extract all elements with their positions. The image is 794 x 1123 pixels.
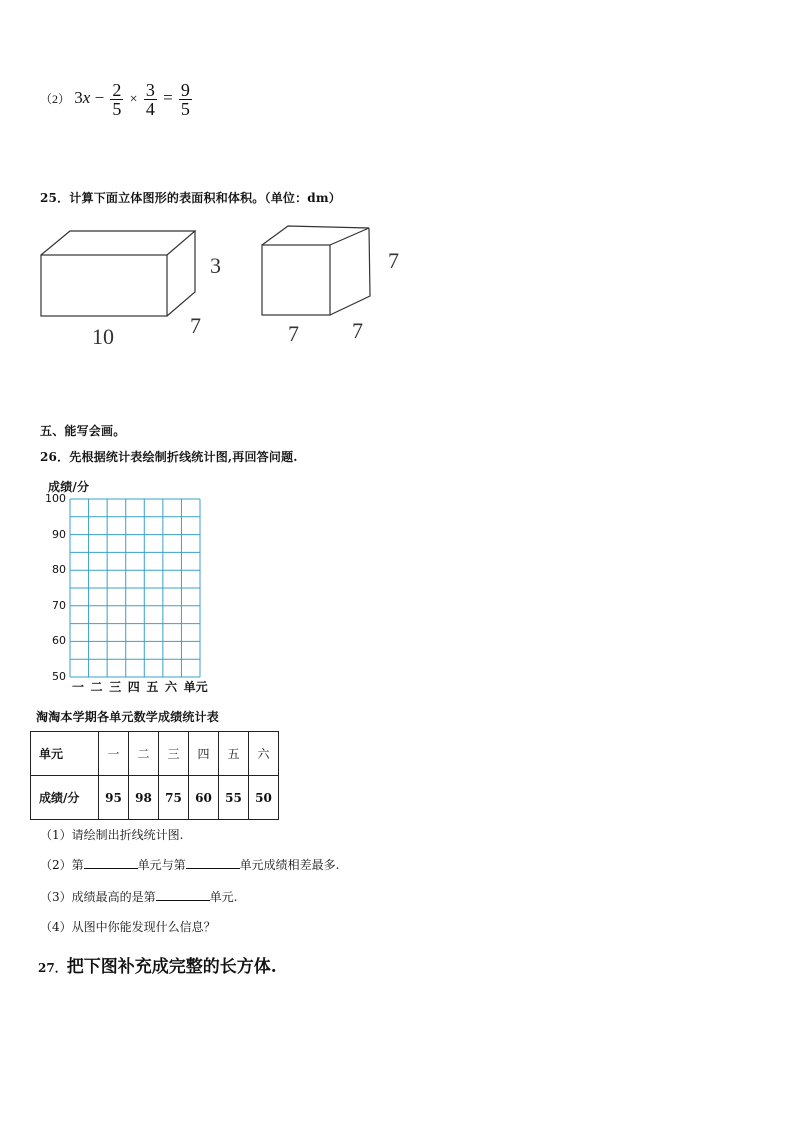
x-tick-label: 四 bbox=[127, 680, 140, 694]
x-tick-label: 五 bbox=[146, 680, 159, 694]
cuboid-front-face bbox=[41, 255, 167, 316]
y-tick-label: 80 bbox=[52, 563, 66, 577]
equation-coef: 3 bbox=[74, 88, 83, 107]
score-table bbox=[30, 731, 279, 820]
equation-line bbox=[40, 76, 194, 120]
cuboid-height-label: 3 bbox=[210, 253, 221, 278]
table-header-label: 单元 bbox=[31, 732, 99, 776]
chart-y-title: 成绩/分 bbox=[48, 480, 90, 494]
score-cell: 60 bbox=[189, 776, 219, 820]
y-tick-label: 50 bbox=[52, 670, 66, 683]
score-cell: 50 bbox=[249, 776, 279, 820]
score-cell: 98 bbox=[129, 776, 159, 820]
table-row-label: 成绩/分 bbox=[31, 776, 99, 820]
x-tick-label: 六 bbox=[165, 680, 178, 694]
x-tick-label: 二 bbox=[90, 680, 103, 694]
sub-question-1: （1）请绘制出折线统计图. bbox=[40, 828, 184, 842]
y-tick-label: 100 bbox=[45, 492, 66, 505]
sub-question-2: （2）第 单元与第 单元成绩相差最多. bbox=[40, 858, 340, 872]
cuboid-top-face bbox=[41, 231, 195, 255]
x-tick-label: 一 bbox=[72, 680, 85, 694]
unit-cell: 六 bbox=[249, 732, 279, 776]
y-tick-label: 70 bbox=[52, 598, 66, 612]
cuboid-width-label: 7 bbox=[190, 313, 201, 338]
equation-label: （2） bbox=[40, 92, 71, 106]
equals-sign: = bbox=[163, 88, 173, 107]
cube-bottom-left-label: 7 bbox=[288, 321, 299, 346]
question-27-text: 把下图补充成完整的长方体. bbox=[66, 957, 277, 977]
unit-cell: 五 bbox=[219, 732, 249, 776]
table-row bbox=[31, 776, 279, 820]
cube-front-face bbox=[262, 245, 330, 315]
minus-sign: − bbox=[94, 88, 105, 107]
answer-blank[interactable] bbox=[186, 857, 240, 869]
cube-side-label: 7 bbox=[388, 248, 399, 273]
score-cell: 95 bbox=[99, 776, 129, 820]
cuboid-length-label: 10 bbox=[92, 324, 114, 349]
cuboid-figure bbox=[38, 228, 248, 338]
score-cell: 55 bbox=[219, 776, 249, 820]
fraction-2-5: $\frac{2}{5}$ bbox=[112, 79, 122, 119]
y-axis-ticks bbox=[36, 494, 66, 682]
answer-blank[interactable] bbox=[156, 889, 210, 901]
question-27 bbox=[38, 952, 277, 977]
question-25: 25．计算下面立体图形的表面积和体积。（单位：dm） bbox=[40, 191, 341, 205]
cube-top-face bbox=[262, 226, 369, 245]
sub-question-4: （4）从图中你能发现什么信息？ bbox=[40, 920, 216, 934]
times-sign: × bbox=[129, 92, 138, 107]
equation-var: x bbox=[82, 88, 91, 107]
x-axis-categories bbox=[72, 678, 232, 694]
table-title: 淘淘本学期各单元数学成绩统计表 bbox=[36, 710, 220, 724]
table-row bbox=[31, 732, 279, 776]
fraction-9-5: $\frac{9}{5}$ bbox=[180, 79, 190, 119]
x-tick-label: 三 bbox=[109, 680, 122, 694]
cube-side-face bbox=[330, 228, 370, 315]
cube-figure bbox=[258, 224, 378, 324]
section-5-title: 五、能写会画。 bbox=[40, 424, 126, 438]
cube-bottom-right-label: 7 bbox=[352, 318, 363, 343]
answer-blank[interactable] bbox=[84, 857, 138, 869]
unit-cell: 一 bbox=[99, 732, 129, 776]
sub-question-3: （3）成绩最高的是第 单元. bbox=[40, 890, 238, 904]
unit-cell: 二 bbox=[129, 732, 159, 776]
unit-cell: 三 bbox=[159, 732, 189, 776]
unit-cell: 四 bbox=[189, 732, 219, 776]
question-26: 26．先根据统计表绘制折线统计图,再回答问题. bbox=[40, 450, 298, 464]
fraction-3-4: $\frac{3}{4}$ bbox=[145, 79, 155, 119]
y-tick-label: 60 bbox=[52, 634, 66, 648]
y-tick-label: 90 bbox=[52, 527, 66, 541]
x-axis-title: 单元 bbox=[183, 680, 208, 694]
score-cell: 75 bbox=[159, 776, 189, 820]
question-27-number: 27． bbox=[38, 961, 67, 975]
line-chart-grid bbox=[69, 498, 201, 678]
